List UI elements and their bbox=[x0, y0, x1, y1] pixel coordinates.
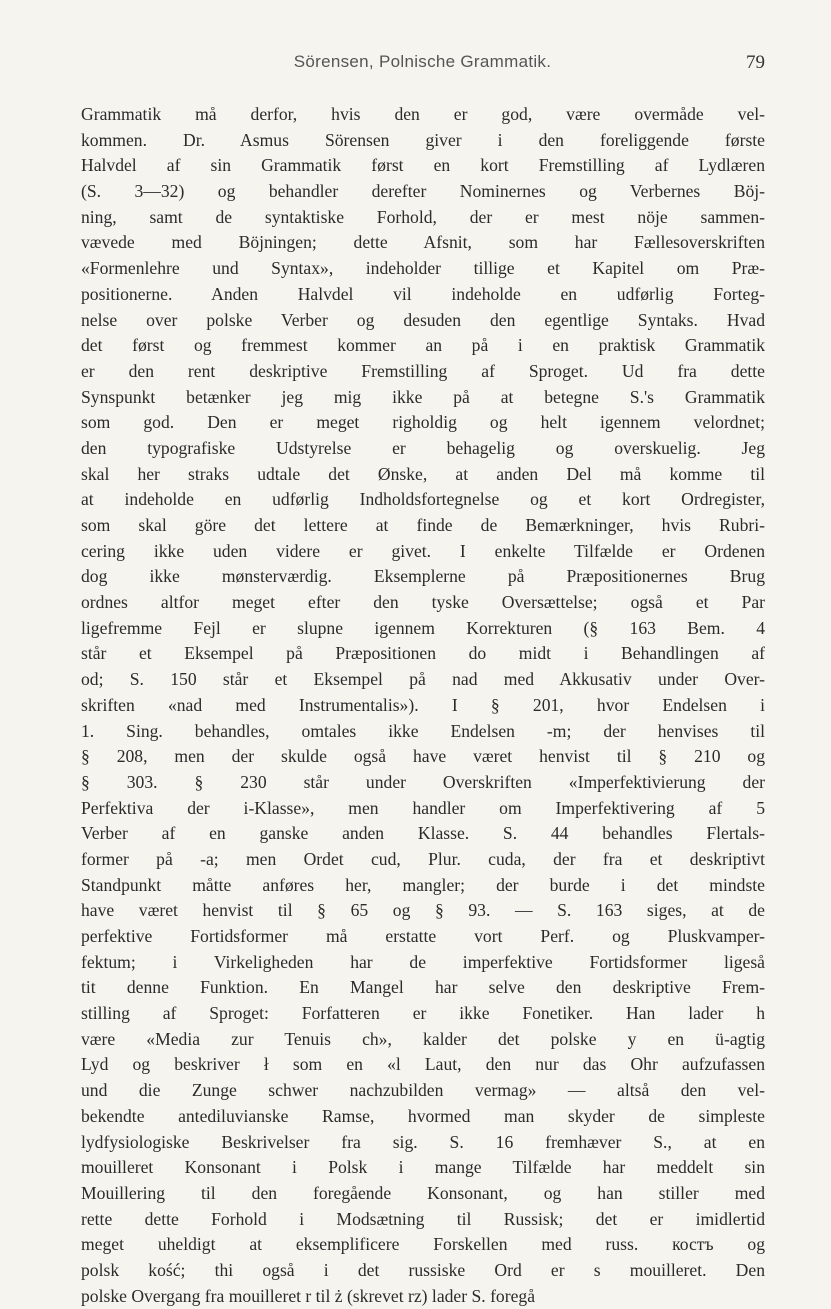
text-line: skriften «nad med Instrumentalis»). I § 201, hvor Endelsen i bbox=[81, 694, 765, 715]
text-line: vævede med Böjningen; dette Afsnit, som har Fællesoverskriften bbox=[81, 232, 765, 253]
text-line: står et Eksempel på Præpositionen do midt i Behandlingen af bbox=[81, 643, 765, 664]
text-line: Mouillering til den foregående Konsonant, og han stiller med bbox=[81, 1182, 765, 1203]
text-line: § 208, men der skulde også have været henvist til § 210 og bbox=[81, 746, 765, 767]
text-line: Halvdel af sin Grammatik først en kort Fremstilling af Lydlæren bbox=[81, 155, 765, 176]
text-line: nelse over polske Verber og desuden den egentlige Syntaks. Hvad bbox=[81, 309, 765, 330]
text-line: mouilleret Konsonant i Polsk i mange Tilfælde har meddelt sin bbox=[81, 1157, 765, 1178]
text-line: polsk kość; thi også i det russiske Ord er s mouilleret. Den bbox=[81, 1259, 765, 1280]
text-line: positionerne. Anden Halvdel vil indeholde en udførlig Forteg- bbox=[81, 283, 765, 304]
text-line: at indeholde en udførlig Indholdsfortegnelse og et kort Ordregister, bbox=[81, 489, 765, 510]
text-line: som skal göre det lettere at finde de Bemærkninger, hvis Rubri- bbox=[81, 515, 765, 535]
text-line: ordnes altfor meget efter den tyske Oversættelse; også et Par bbox=[81, 592, 765, 613]
text-line: «Formenlehre und Syntax», indeholder tillige et Kapitel om Præ- bbox=[81, 258, 765, 279]
text-line: lydfysiologiske Beskrivelser fra sig. S. 16 fremhæver S., at en bbox=[81, 1131, 765, 1152]
text-line: Standpunkt måtte anføres her, mangler; der burde i det mindste bbox=[81, 874, 765, 895]
text-line: have været henvist til § 65 og § 93. — S. 163 siges, at de bbox=[81, 900, 765, 921]
text-line: former på -a; men Ordet cud, Plur. cuda, der fra et deskriptivt bbox=[81, 848, 765, 869]
text-line: stilling af Sproget: Forfatteren er ikke Fonetiker. Han lader h bbox=[81, 1003, 765, 1024]
text-line: Grammatik må derfor, hvis den er god, være overmåde vel- bbox=[81, 104, 765, 124]
running-title: Sörensen, Polnische Grammatik. bbox=[293, 52, 552, 71]
text-line: dog ikke mønsterværdig. Eksemplerne på Præpositionernes Brug bbox=[81, 566, 765, 587]
text-line: ning, samt de syntaktiske Forhold, der er mest nöje sammen- bbox=[81, 206, 765, 227]
text-line: perfektive Fortidsformer må erstatte vort Perf. og Pluskvamper- bbox=[81, 926, 765, 946]
text-line: kommen. Dr. Asmus Sörensen giver i den foreliggende første bbox=[81, 129, 765, 150]
body-text bbox=[81, 102, 765, 1309]
page-header bbox=[80, 52, 765, 78]
text-line: cering ikke uden videre er givet. I enkelte Tilfælde er Ordenen bbox=[81, 540, 765, 561]
text-line: fektum; i Virkeligheden har de imperfektive Fortidsformer ligeså bbox=[81, 951, 765, 972]
text-line: 1. Sing. behandles, omtales ikke Endelsen -m; der henvises til bbox=[81, 720, 765, 741]
text-line: polske Overgang fra mouilleret r til ż (skrevet rz) lader S. foregå bbox=[81, 1285, 536, 1306]
text-line: Synspunkt betænker jeg mig ikke på at betegne S.'s Grammatik bbox=[81, 386, 765, 407]
text-line: ligefremme Fejl er slupne igennem Korrekturen (§ 163 Bem. 4 bbox=[81, 617, 765, 638]
text-line: den typografiske Udstyrelse er behagelig og overskuelig. Jeg bbox=[81, 437, 765, 458]
text-line: det først og fremmest kommer an på i en praktisk Grammatik bbox=[81, 335, 765, 356]
text-line: § 303. § 230 står under Overskriften «Imperfektivierung der bbox=[81, 771, 765, 792]
text-line: meget uheldigt at eksemplificere Forskellen med russ. костъ og bbox=[81, 1234, 765, 1255]
text-line: od; S. 150 står et Eksempel på nad med Akkusativ under Over- bbox=[81, 669, 765, 690]
text-line: rette dette Forhold i Modsætning til Russisk; det er imidlertid bbox=[81, 1208, 765, 1229]
page-number: 79 bbox=[746, 52, 765, 73]
text-line: skal her straks udtale det Ønske, at anden Del må komme til bbox=[81, 463, 765, 484]
text-line: (S. 3—32) og behandler derefter Nominernes og Verbernes Böj- bbox=[81, 181, 765, 202]
text-line: Verber af en ganske anden Klasse. S. 44 behandles Flertals- bbox=[81, 823, 765, 844]
text-line: Lyd og beskriver ł som en «l Laut, den nur das Ohr aufzufassen bbox=[81, 1054, 765, 1075]
text-line: er den rent deskriptive Fremstilling af Sproget. Ud fra dette bbox=[81, 360, 765, 381]
text-line: som god. Den er meget righoldig og helt igennem velordnet; bbox=[81, 412, 765, 433]
text-line: tit denne Funktion. En Mangel har selve den deskriptive Frem- bbox=[81, 977, 765, 998]
text-line: bekendte antediluvianske Ramse, hvormed man skyder de simpleste bbox=[81, 1105, 765, 1126]
text-line: Perfektiva der i-Klasse», men handler om Imperfektivering af 5 bbox=[81, 797, 765, 818]
text-line: være «Media zur Tenuis ch», kalder det polske y en ü-agtig bbox=[81, 1028, 765, 1049]
text-line: und die Zunge schwer nachzubilden vermag» — altså den vel- bbox=[81, 1080, 765, 1101]
